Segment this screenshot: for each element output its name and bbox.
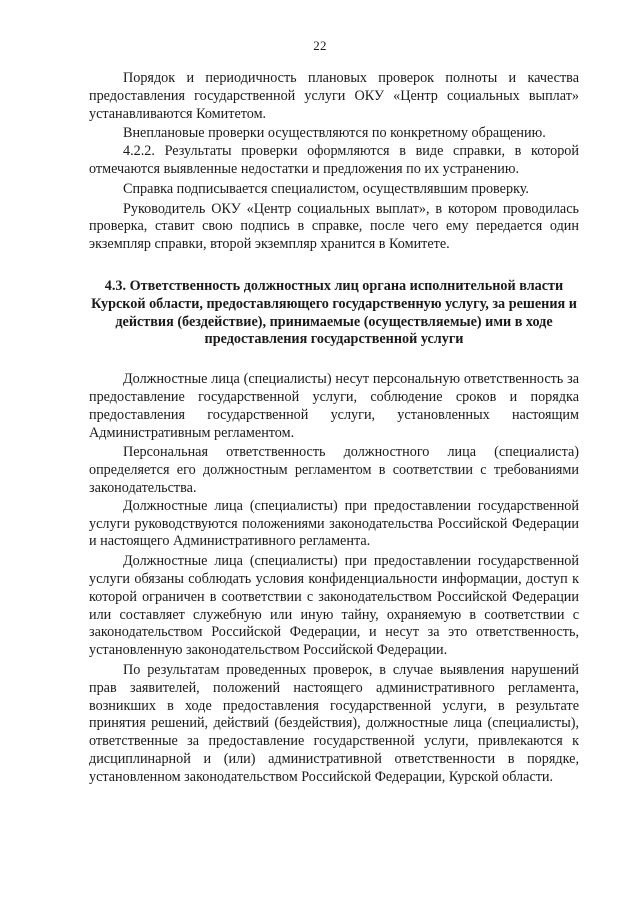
section-heading: 4.3. Ответственность должностных лиц органа исполнительной власти Курской области, предоставляющего государственную услугу, за решения и действия (бездействие), принимаемые (осуществляемые) ими в ходе предоставления государственной услуги (91, 277, 577, 348)
page-number: 22 (313, 38, 327, 53)
paragraph-legislation-guidance: Должностные лица (специалисты) при предоставлении государственной услуги руководствуются положениями законодательства Российской Федерации и настоящего Административного регламента. (89, 497, 579, 550)
paragraph-unscheduled-inspections: Внеплановые проверки осуществляются по конкретному обращению. (123, 125, 546, 142)
paragraph-confidentiality: Должностные лица (специалисты) при предоставлении государственной услуги обязаны соблюдать условия конфиденциальности информации, доступ к которой ограничен в соответствии с законодательством Российской Федерации или составляет служебную или иную тайну, охраняемую в соответствии с законодательством Российской Федерации, и несут за это ответственность, установленную законодательством Российской Федерации. (89, 553, 579, 659)
paragraph-personal-responsibility: Должностные лица (специалисты) несут персональную ответственность за предоставление государственной услуги, соблюдение сроков и порядка предоставления государственной услуги, установленных настоящим Административным регламентом. (89, 371, 579, 441)
paragraph-inspection-order: Порядок и периодичность плановых проверок полноты и качества предоставления государственной услуги ОКУ «Центр социальных выплат» устанавливаются Комитетом. (89, 70, 579, 122)
paragraph-inspection-results: 4.2.2. Результаты проверки оформляются в виде справки, в которой отмечаются выявленные недостатки и предложения по их устранению. (89, 143, 579, 177)
paragraph-certificate-signing: Справка подписывается специалистом, осуществлявшим проверку. (123, 180, 529, 197)
paragraph-job-regulations: Персональная ответственность должностного лица (специалиста) определяется его должностным регламентом в соответствии с требованиями законодательства. (89, 444, 579, 496)
paragraph-violations-liability: По результатам проведенных проверок, в случае выявления нарушений прав заявителей, положений настоящего административного регламента, возникших в ходе предоставления государственной услуги, в результате принятия решений, действий (бездействия), должностные лица (специалисты), ответственные за предоставление государственной услуги, привлекаются к дисциплинарной и (или) административной ответственности в порядке, установленном законодательством Российской Федерации, Курской области. (89, 661, 579, 785)
paragraph-certificate-copies: Руководитель ОКУ «Центр социальных выплат», в котором проводилась проверка, ставит свою подпись в справке, после чего ему передается один экземпляр справки, второй экземпляр хранится в Комитете. (89, 200, 579, 253)
document-body (89, 70, 579, 786)
